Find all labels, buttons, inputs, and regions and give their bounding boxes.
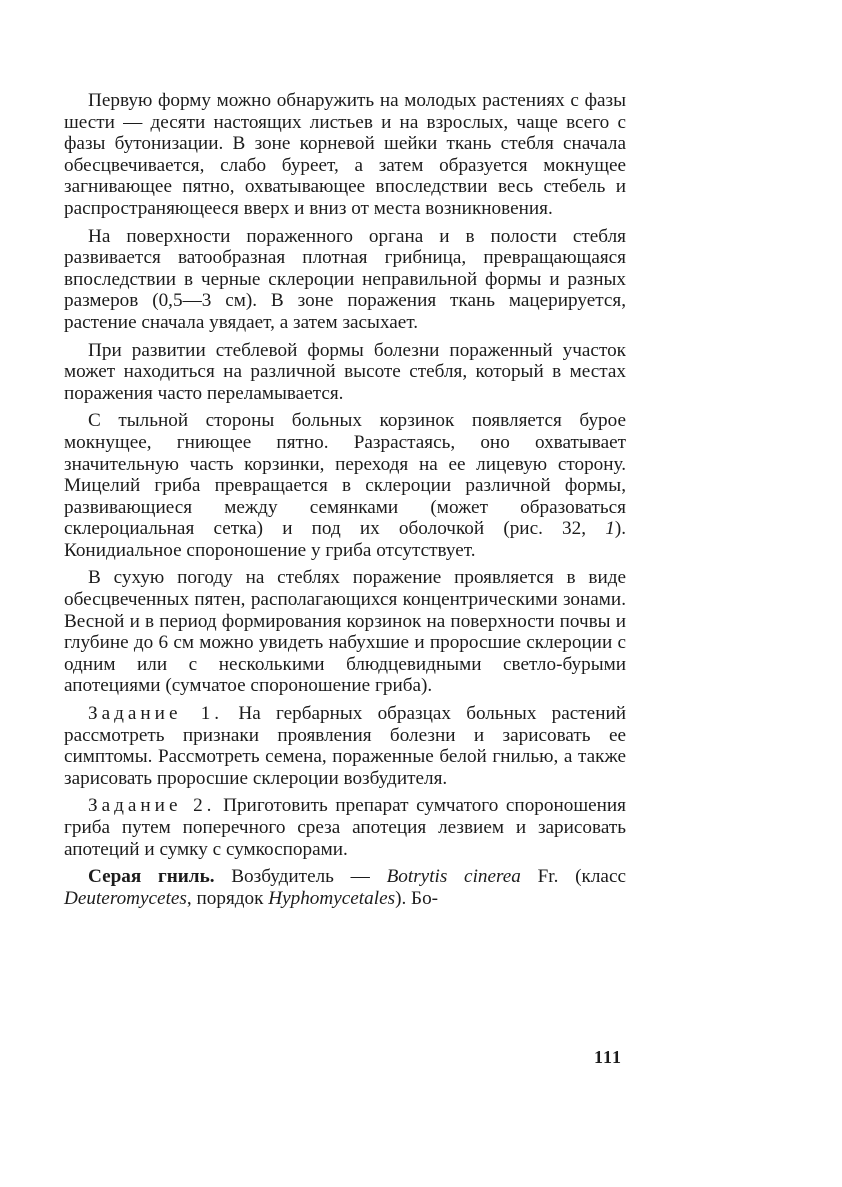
paragraph-basket-text-a: С тыльной стороны больных корзинок появляется бурое мокнущее, гниющее пятно. Разрастаясь, оно охватывает значительную часть корзинки, переходя на ее лицевую сторону. Мицелий гриба превращается в склероции различной формы, развивающиеся между семянками (может образоваться склероциальная сетка) и под их оболочкой (рис. 32, bbox=[64, 410, 626, 540]
task-2-text: Приготовить препарат сумчатого спороношения гриба путем поперечного среза апотеция лезвием и зарисовать апотеций и сумку с сумкоспорами. bbox=[64, 795, 626, 860]
paragraph-gray-rot bbox=[64, 866, 626, 909]
order-name: Hyphomycetales bbox=[268, 887, 396, 909]
figure-ref: 1 bbox=[605, 518, 615, 540]
page-body bbox=[64, 90, 626, 915]
gray-rot-text-2: Fr. (класс bbox=[520, 866, 626, 888]
task-1-label: Задание 1. bbox=[88, 703, 224, 725]
task-1-text: На гербарных образцах больных растений рассмотреть признаки проявления болезни и зарисовать ее симптомы. Рассмотреть семена, пораженные белой гнилью, а также зарисовать проросшие склероции возбудителя. bbox=[64, 703, 626, 789]
species-name: Botrytis cinerea bbox=[386, 866, 521, 888]
class-name: Deuteromycetes bbox=[64, 887, 187, 909]
gray-rot-text-4: ). Бо- bbox=[395, 887, 439, 909]
paragraph-basket-text-b: ). Конидиальное спороношение у гриба отсутствует. bbox=[64, 518, 626, 561]
task-2-label: Задание 2. bbox=[88, 795, 216, 817]
gray-rot-text-3: , порядок bbox=[186, 887, 269, 909]
task-2 bbox=[64, 795, 626, 860]
paragraph-stem-form: При развитии стеблевой формы болезни пораженный участок может находиться на различной высоте стебля, который в местах поражения часто переламывается. bbox=[64, 339, 626, 404]
paragraph-mycelium: На поверхности пораженного органа и в полости стебля развивается ватообразная плотная грибница, превращающаяся впоследствии в черные склероции неправильной формы и разных размеров (0,5—3 см). В зоне поражения ткань мацерируется, растение сначала увядает, а затем засыхает. bbox=[64, 225, 626, 333]
task-1 bbox=[64, 703, 626, 789]
page-number: 111 bbox=[594, 1047, 623, 1067]
paragraph-first-form: Первую форму можно обнаружить на молодых растениях с фазы шести — десяти настоящих листьев и на взрослых, чаще всего с фазы бутонизации. В зоне корневой шейки ткань стебля сначала обесцвечивается, слабо буреет, а затем образуется мокнущее загнивающее пятно, охватывающее впоследствии весь стебель и распространяющееся вверх и вниз от места возникновения. bbox=[64, 90, 626, 219]
section-heading-gray-rot: Серая гниль. bbox=[88, 866, 215, 888]
gray-rot-text-1: Возбудитель — bbox=[214, 866, 387, 888]
paragraph-basket bbox=[64, 410, 626, 561]
paragraph-dry-weather: В сухую погоду на стеблях поражение проявляется в виде обесцвеченных пятен, располагающихся концентрическими зонами. Весной и в период формирования корзинок на поверхности почвы и глубине до 6 см можно увидеть набухшие и проросшие склероции с одним или с несколькими блюдцевидными светло-бурыми апотециями (сумчатое спороношение гриба). bbox=[64, 567, 626, 697]
